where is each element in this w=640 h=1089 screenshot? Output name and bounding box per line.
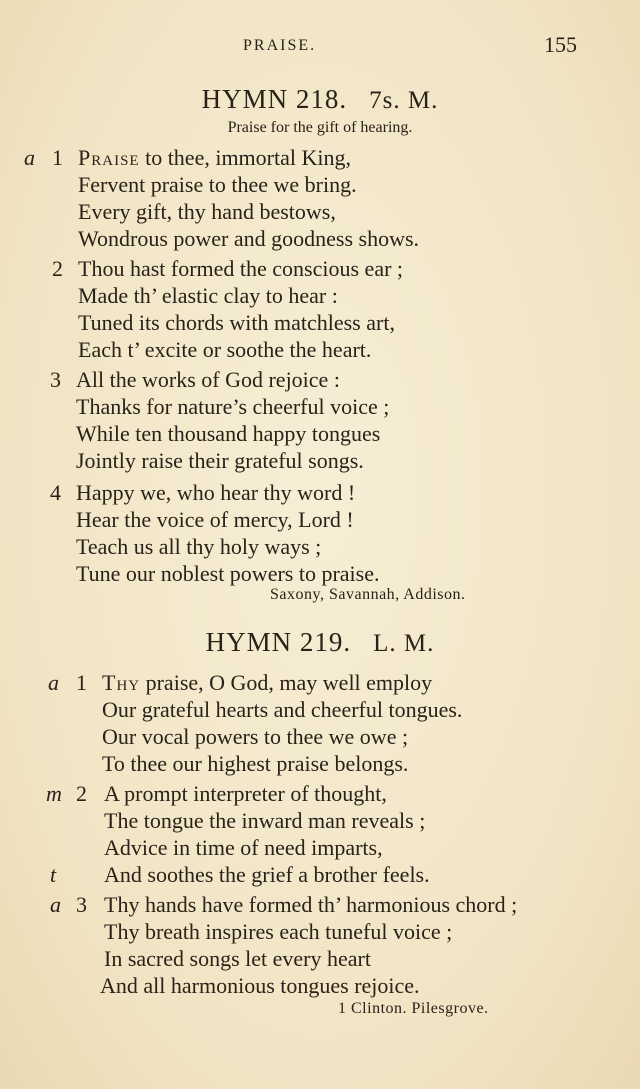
hymn-218-title: HYMN 218. [201, 84, 348, 114]
verse-line: Wondrous power and goodness shows. [78, 226, 420, 251]
verse-line: Jointly raise their grateful songs. [76, 448, 364, 473]
verse-line: Every gift, thy hand bestows, [78, 199, 336, 224]
stanza-number: 2 [76, 781, 87, 806]
verse-line: All the works of God rejoice : [76, 367, 340, 392]
running-title: PRAISE. [243, 37, 317, 54]
stanza-number: 4 [50, 480, 61, 505]
verse-line: The tongue the inward man reveals ; [104, 808, 426, 833]
stanza-mark: a [48, 670, 59, 695]
verse-line: Tuned its chords with matchless art, [78, 310, 395, 335]
verse-line [78, 145, 351, 171]
verse-line: Thy hands have formed th’ harmonious chord ; [104, 892, 518, 917]
verse-line: And soothes the grief a brother feels. [104, 862, 430, 887]
hymn-218-heading [0, 84, 640, 115]
stanza-number: 3 [76, 892, 87, 917]
verse-line: Fervent praise to thee we bring. [78, 172, 357, 197]
stanza-number: 2 [52, 256, 63, 281]
hymn-218-meter: 7s. M. [369, 87, 439, 114]
verse-line: Each t’ excite or soothe the heart. [78, 337, 372, 362]
verse-line: Hear the voice of mercy, Lord ! [76, 507, 354, 532]
verse-line: And all harmonious tongues rejoice. [100, 973, 420, 998]
verse-first-rest: praise, O God, may well employ [140, 670, 433, 695]
verse-line: Advice in time of need imparts, [104, 835, 383, 860]
verse-line: Happy we, who hear thy word ! [76, 480, 356, 505]
verse-line: Thanks for nature’s cheerful voice ; [76, 394, 390, 419]
hymn-219-heading [0, 627, 640, 658]
stanza-mark: m [46, 781, 62, 806]
hymn-219-meter: L. M. [373, 630, 435, 657]
line-mark: t [50, 862, 57, 887]
stanza-number: 3 [50, 367, 61, 392]
page-number: 155 [544, 32, 577, 57]
verse-line: In sacred songs let every heart [104, 946, 371, 971]
verse-line: Tune our noblest powers to praise. [76, 561, 380, 586]
verse-first-word: Thy [102, 670, 141, 695]
stanza-number: 1 [52, 145, 63, 170]
verse-line: Thou hast formed the conscious ear ; [78, 256, 404, 281]
verse-line [102, 670, 432, 696]
verse-line: Thy breath inspires each tuneful voice ; [104, 919, 453, 944]
verse-line: Our vocal powers to thee we owe ; [102, 724, 409, 749]
hymn-219-tunes: 1 Clinton. Pilesgrove. [338, 1000, 489, 1017]
verse-line: Made th’ elastic clay to hear : [78, 283, 338, 308]
verse-line: A prompt interpreter of thought, [104, 781, 387, 806]
verse-first-word: Praise [78, 145, 140, 170]
stanza-number: 1 [76, 670, 87, 695]
hymn-219-title: HYMN 219. [205, 627, 352, 657]
verse-first-rest: to thee, immortal King, [139, 145, 351, 170]
stanza-mark: a [50, 892, 61, 917]
stanza-mark: a [24, 145, 35, 170]
verse-line: While ten thousand happy tongues [76, 421, 381, 446]
running-head [0, 34, 640, 58]
hymn-218-tunes: Saxony, Savannah, Addison. [270, 586, 466, 603]
verse-line: To thee our highest praise belongs. [102, 751, 409, 776]
verse-line: Our grateful hearts and cheerful tongues. [102, 697, 463, 722]
verse-line: Teach us all thy holy ways ; [76, 534, 322, 559]
hymn-218-subtitle: Praise for the gift of hearing. [227, 119, 413, 136]
